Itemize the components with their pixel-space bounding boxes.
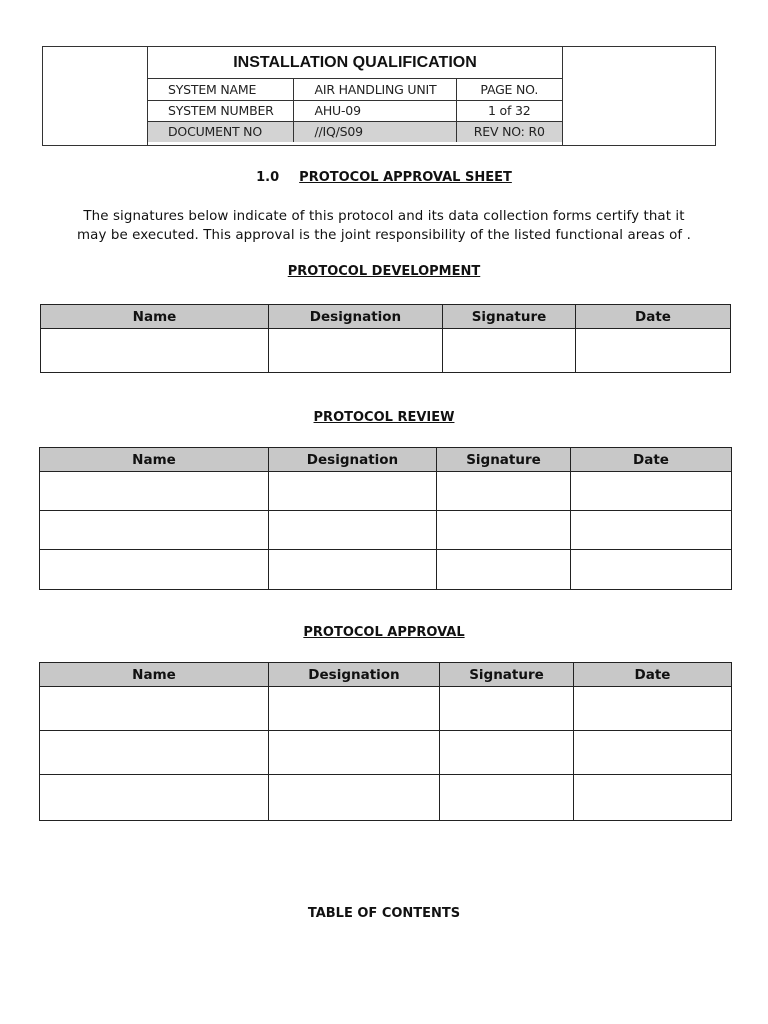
header-logo-right [562,47,716,145]
col-name: Name [40,448,269,472]
col-date: Date [571,448,732,472]
name-cell[interactable] [40,550,269,590]
name-cell[interactable] [40,511,269,550]
header-row-system-name [148,79,562,100]
section-heading [0,170,768,185]
designation-cell[interactable] [269,731,440,775]
table-row [40,550,732,590]
date-cell[interactable] [574,687,732,731]
page-no-value: 1 of 32 [456,100,562,121]
header-info-table [148,79,562,142]
col-designation: Designation [269,663,440,687]
system-number-value: AHU-09 [293,100,456,121]
system-number-label: SYSTEM NUMBER [148,100,293,121]
header-logo-left [43,47,148,145]
table-header-row [41,305,731,329]
protocol-development-table [40,304,731,373]
designation-cell[interactable] [269,511,437,550]
table-row [40,472,732,511]
date-cell[interactable] [576,329,731,373]
signature-cell[interactable] [440,731,574,775]
page-no-label: PAGE NO. [456,79,562,100]
col-signature: Signature [443,305,576,329]
name-cell[interactable] [41,329,269,373]
col-signature: Signature [437,448,571,472]
header-row-system-number [148,100,562,121]
table-of-contents-heading: TABLE OF CONTENTS [307,906,461,921]
date-cell[interactable] [571,511,732,550]
protocol-development-heading: PROTOCOL DEVELOPMENT [287,264,481,279]
date-cell[interactable] [571,550,732,590]
system-name-value: AIR HANDLING UNIT [293,79,456,100]
document-no-label: DOCUMENT NO [148,121,293,142]
designation-cell[interactable] [269,550,437,590]
col-name: Name [40,663,269,687]
document-header [42,46,716,146]
table-row [40,731,732,775]
table-row [40,687,732,731]
table-row [40,511,732,550]
name-cell[interactable] [40,472,269,511]
system-name-label: SYSTEM NAME [148,79,293,100]
table-row [41,329,731,373]
table-row [40,775,732,821]
table-header-row [40,448,732,472]
intro-line-2: may be executed. This approval is the joint responsibility of the listed functional areas of . [77,228,691,243]
intro-line-1: The signatures below indicate of this protocol and its data collection forms certify that it [83,209,685,224]
signature-cell[interactable] [440,775,574,821]
name-cell[interactable] [40,775,269,821]
designation-cell[interactable] [269,329,443,373]
intro-paragraph [60,207,708,245]
header-row-document-no [148,121,562,142]
table-header-row [40,663,732,687]
header-center [148,47,562,145]
section-title: PROTOCOL APPROVAL SHEET [299,170,512,185]
date-cell[interactable] [574,775,732,821]
rev-no: REV NO: R0 [456,121,562,142]
col-designation: Designation [269,305,443,329]
col-date: Date [574,663,732,687]
protocol-approval-table [39,662,732,821]
designation-cell[interactable] [269,472,437,511]
protocol-approval-heading: PROTOCOL APPROVAL [303,625,465,640]
designation-cell[interactable] [269,775,440,821]
col-date: Date [576,305,731,329]
protocol-review-table [39,447,732,590]
date-cell[interactable] [574,731,732,775]
signature-cell[interactable] [440,687,574,731]
col-designation: Designation [269,448,437,472]
document-no-value: //IQ/S09 [293,121,456,142]
col-signature: Signature [440,663,574,687]
name-cell[interactable] [40,731,269,775]
col-name: Name [41,305,269,329]
signature-cell[interactable] [443,329,576,373]
signature-cell[interactable] [437,472,571,511]
signature-cell[interactable] [437,550,571,590]
designation-cell[interactable] [269,687,440,731]
protocol-review-heading: PROTOCOL REVIEW [313,410,455,425]
document-title: INSTALLATION QUALIFICATION [148,47,562,79]
signature-cell[interactable] [437,511,571,550]
name-cell[interactable] [40,687,269,731]
date-cell[interactable] [571,472,732,511]
section-number: 1.0 [256,170,280,185]
